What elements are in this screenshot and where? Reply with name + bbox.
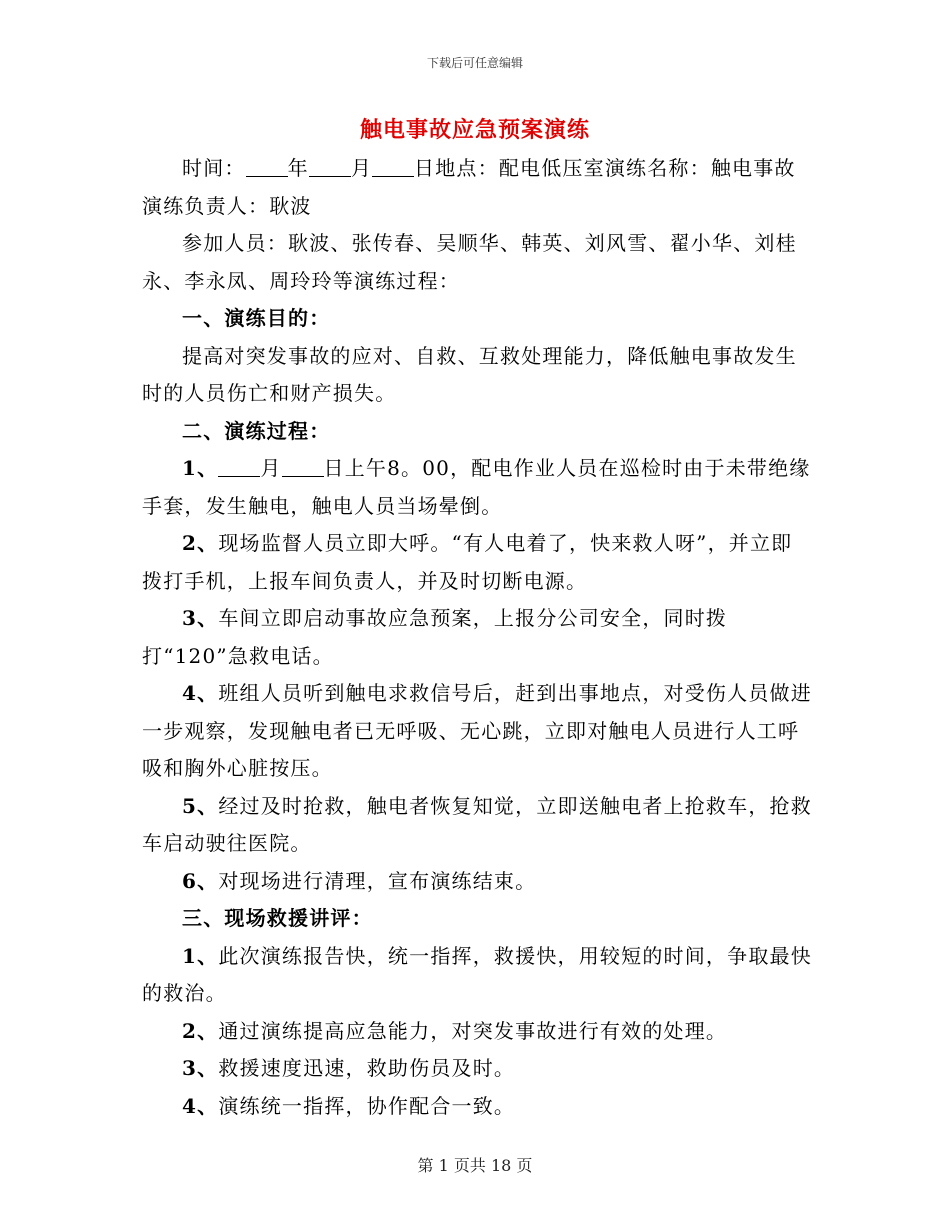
process-item <box>142 788 812 863</box>
day-unit: 日 <box>323 456 345 480</box>
review-item <box>142 1088 812 1126</box>
review-item <box>142 1013 812 1051</box>
review-item <box>142 938 812 1013</box>
item-text: 此次演练报告快，统一指挥，救援快，用较短的时间，争取最快的救治。 <box>142 943 812 1005</box>
item-number: 2、 <box>182 1018 219 1043</box>
month-unit: 月 <box>260 456 282 480</box>
participants-paragraph: 参加人员：耿波、张传春、吴顺华、韩英、刘风雪、翟小华、刘桂永、李永凤、周玲玲等演练过程： <box>142 231 797 293</box>
section-heading-purpose: 一、演练目的： <box>182 306 331 330</box>
day-blank <box>282 458 324 477</box>
item-number: 4、 <box>182 681 219 705</box>
section-heading-process: 二、演练过程： <box>182 418 331 443</box>
item-text: 通过演练提高应急能力，对突发事故进行有效的处理。 <box>218 1018 728 1043</box>
year-blank <box>246 158 288 177</box>
day-blank <box>372 158 414 177</box>
process-item <box>142 863 812 901</box>
year-unit: 年 <box>287 156 309 180</box>
meta-rest: 地点：配电低压室演练名称：触电事故演练负责人：耿波 <box>142 156 796 218</box>
item-text: 班组人员听到触电求救信号后，赶到出事地点，对受伤人员做进一步观察，发现触电者已无呼吸、无心跳，立即对触电人员进行人工呼吸和胸外心脏按压。 <box>142 681 812 780</box>
item-text: 现场监督人员立即大呼。“有人电着了，快来救人呀”，并立即拨打手机，上报车间负责人，并及时切断电源。 <box>142 531 793 593</box>
document-title: 触电事故应急预案演练 <box>359 117 590 143</box>
section-heading-review: 三、现场救援讲评： <box>182 906 373 930</box>
item-text: 经过及时抢救，触电者恢复知觉，立即送触电者上抢救车，抢救车启动驶往医院。 <box>142 793 812 855</box>
item-text: 救援速度迅速，救助伤员及时。 <box>218 1056 516 1080</box>
month-blank <box>218 458 260 477</box>
process-item <box>142 675 812 788</box>
item-number: 6、 <box>182 868 219 893</box>
page-footer: 第 1 页共 18 页 <box>417 1156 533 1175</box>
item-text: 演练统一指挥，协作配合一致。 <box>218 1093 516 1118</box>
process-item <box>142 450 812 525</box>
process-item <box>142 525 812 600</box>
process-item <box>142 600 812 675</box>
item-number: 5、 <box>182 793 219 818</box>
item-number: 2、 <box>182 531 219 555</box>
month-unit: 月 <box>350 156 373 180</box>
header-note: 下载后可任意编辑 <box>426 56 523 70</box>
item-text: 车间立即启动事故应急预案，上报分公司安全，同时拨打“120”急救电话。 <box>142 606 728 668</box>
item-number: 4、 <box>182 1093 219 1118</box>
day-unit: 日 <box>414 156 436 180</box>
item-text: 对现场进行清理，宣布演练结束。 <box>218 868 537 893</box>
month-blank <box>309 158 351 177</box>
document-body <box>142 150 812 1125</box>
time-label: 时间： <box>182 156 246 180</box>
item-number: 1、 <box>182 456 219 480</box>
item-number: 3、 <box>182 606 219 630</box>
meta-paragraph <box>142 150 812 225</box>
review-item <box>142 1050 812 1088</box>
item-number: 1、 <box>182 943 219 968</box>
item-text: 上午8。00，配电作业人员在巡检时由于未带绝缘手套，发生触电，触电人员当场晕倒。 <box>142 456 811 518</box>
purpose-paragraph: 提高对突发事故的应对、自救、互救处理能力，降低触电事故发生时的人员伤亡和财产损失。 <box>142 343 797 405</box>
item-number: 3、 <box>182 1056 219 1080</box>
